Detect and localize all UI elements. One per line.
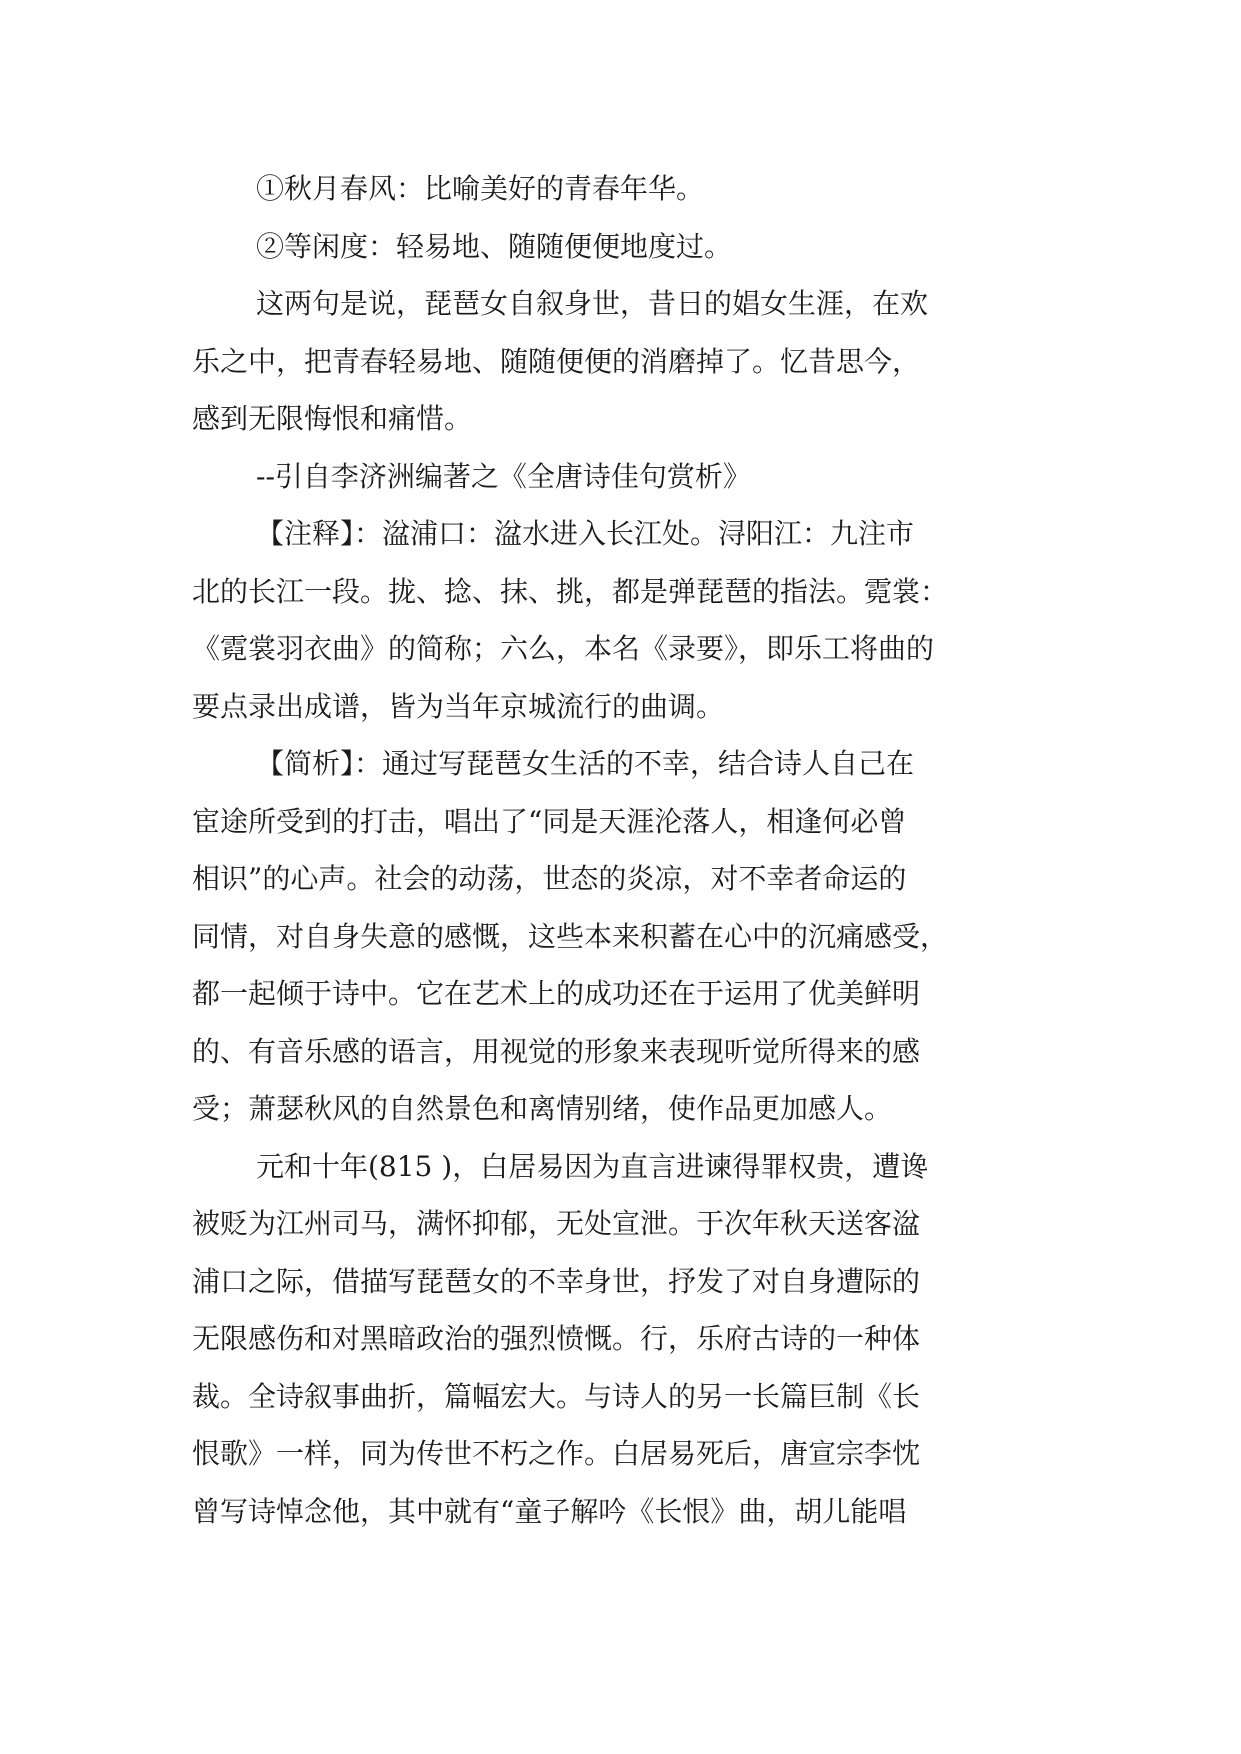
- text-line: 这两句是说，琵琶女自叙身世，昔日的娼女生涯，在欢: [256, 287, 929, 320]
- annotation-paragraph: [192, 505, 1052, 735]
- text-line: 无限感伤和对黑暗政治的强烈愤慨。行，乐府古诗的一种体: [192, 1322, 921, 1355]
- explanation-paragraph: [192, 275, 1052, 448]
- text-line: --引自李济洲编著之《全唐诗佳句赏析》: [256, 459, 751, 493]
- text-line: ①秋月春风：比喻美好的青春年华。: [256, 172, 705, 205]
- text-line: ②等闲度：轻易地、随随便便地度过。: [256, 229, 733, 263]
- text-line: 【注释】：湓浦口：湓水进入长江处。浔阳江：九注市: [256, 517, 915, 550]
- text-line: 曾写诗悼念他，其中就有“童子解吟《长恨》曲，胡儿能唱: [192, 1494, 907, 1528]
- note-paragraph: [192, 160, 1052, 218]
- text-line: 裁。全诗叙事曲折，篇幅宏大。与诗人的另一长篇巨制《长: [192, 1379, 921, 1413]
- text-line: 【简析】：通过写琵琶女生活的不幸，结合诗人自己在: [256, 747, 915, 780]
- text-line: 同情，对自身失意的感慨，这些本来积蓄在心中的沉痛感受，: [192, 919, 949, 953]
- document-body: [192, 160, 1052, 1540]
- text-line: 被贬为江州司马，满怀抑郁，无处宣泄。于次年秋天送客湓: [192, 1207, 921, 1240]
- brief-analysis-paragraph: [192, 735, 1052, 1138]
- text-line: 感到无限悔恨和痛惜。: [192, 402, 473, 435]
- background-paragraph: [192, 1138, 1052, 1541]
- text-line: 都一起倾于诗中。它在艺术上的成功还在于运用了优美鲜明: [192, 977, 921, 1010]
- text-line: 乐之中，把青春轻易地、随随便便的消磨掉了。忆昔思今，: [192, 344, 921, 378]
- text-line: 受；萧瑟秋风的自然景色和离情别绪，使作品更加感人。: [192, 1092, 893, 1125]
- text-line: 浦口之际，借描写琵琶女的不幸身世，抒发了对自身遭际的: [192, 1264, 921, 1298]
- text-line: 恨歌》一样，同为传世不朽之作。白居易死后，唐宣宗李忱: [192, 1437, 921, 1470]
- text-line: 元和十年(815 )，白居易因为直言进谏得罪权贵，遭谗: [256, 1149, 929, 1183]
- text-line: 宦途所受到的打击，唱出了“同是天涯沦落人，相逢何必曾: [192, 804, 907, 838]
- note-paragraph: [192, 218, 1052, 276]
- citation-paragraph: [192, 448, 1052, 506]
- text-line: 的、有音乐感的语言，用视觉的形象来表现听觉所得来的感: [192, 1034, 921, 1068]
- text-line: 要点录出成谱，皆为当年京城流行的曲调。: [192, 689, 725, 723]
- text-line: 《霓裳羽衣曲》的简称；六么，本名《录要》，即乐工将曲的: [192, 632, 935, 665]
- text-line: 相识”的心声。社会的动荡，世态的炎凉，对不幸者命运的: [192, 862, 907, 895]
- text-line: 北的长江一段。拢、捻、抹、挑，都是弹琵琶的指法。霓裳：: [192, 574, 949, 608]
